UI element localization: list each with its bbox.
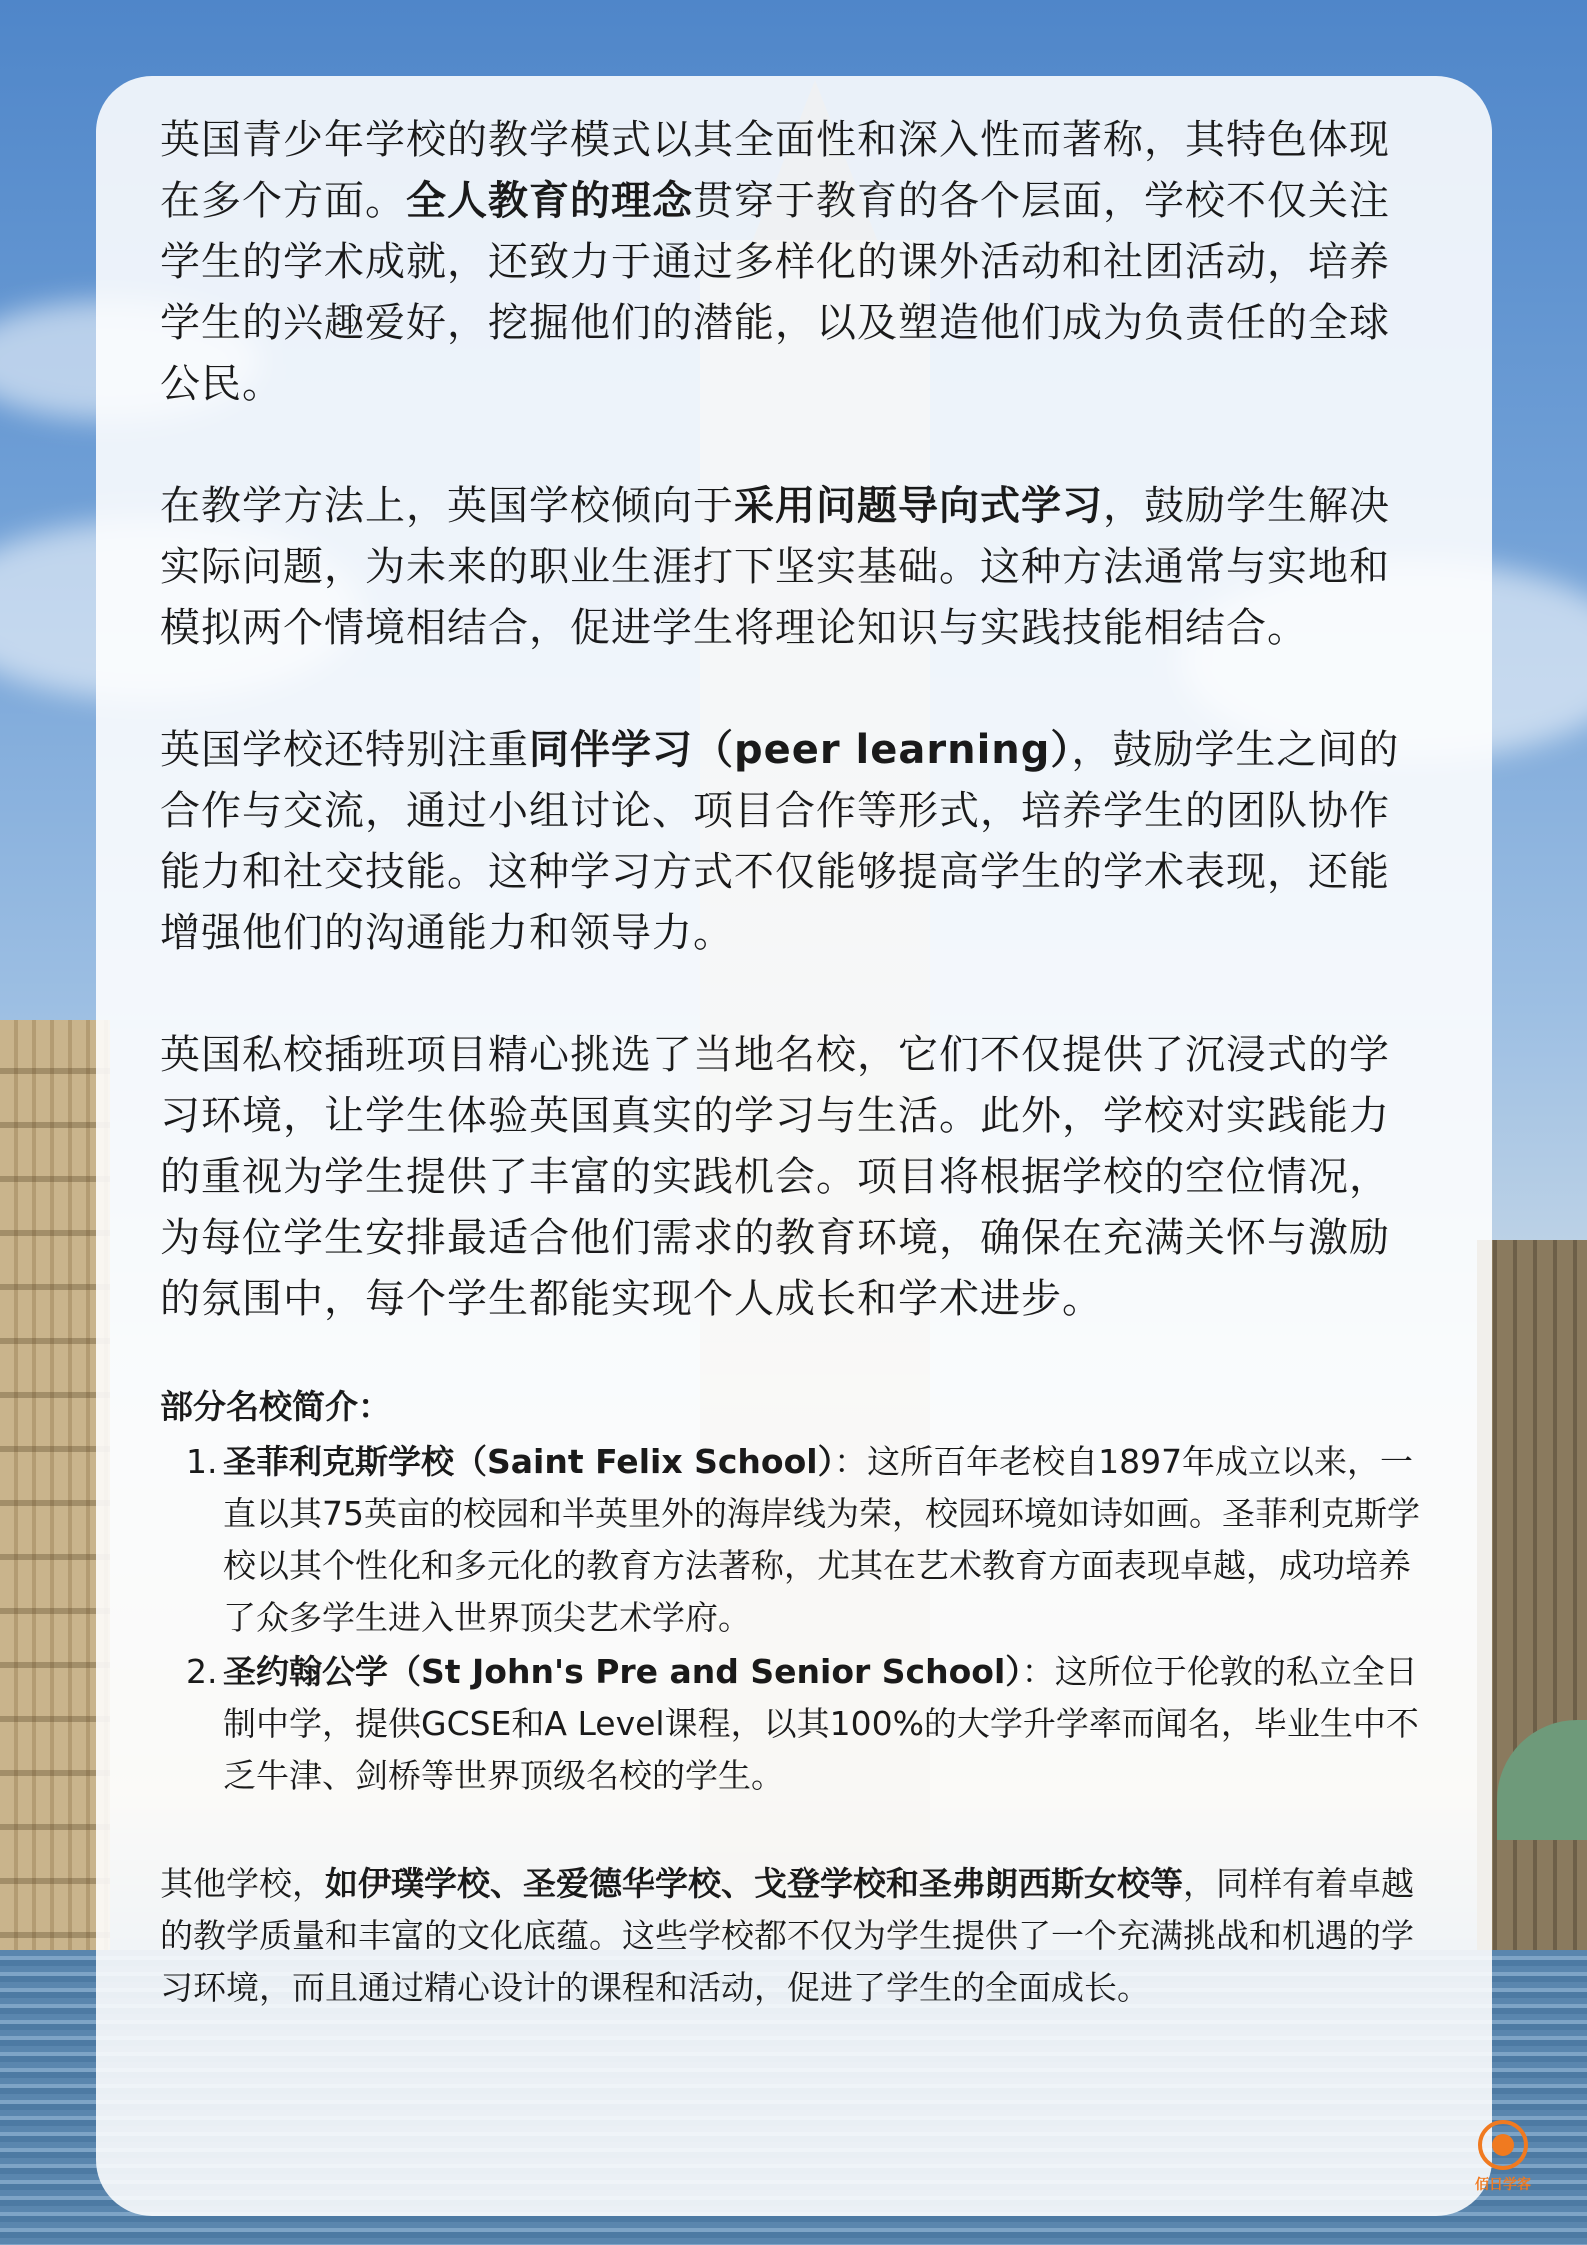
- list-item: [160, 1646, 1430, 1802]
- paragraph-text: 英国学校还特别注重: [160, 727, 529, 773]
- article-body: [160, 110, 1430, 2047]
- brand-logo: [1470, 2120, 1536, 2210]
- closing-paragraph: [160, 1858, 1430, 2014]
- list-number: 1.: [186, 1442, 218, 1481]
- paragraph-text: ，鼓励学生解决实际问题，为未来的职业生涯打下坚实基础。这种方法通常与实地和模拟两个情境相结合，促进学生将理论知识与实践技能相结合。: [160, 483, 1390, 651]
- bold-phrase: 如伊璞学校、圣爱德华学校、戈登学校和圣弗朗西斯女校等: [325, 1864, 1183, 1903]
- paragraph-text: ，鼓励学生之间的合作与交流，通过小组讨论、项目合作等形式，培养学生的团队协作能力和社交技能。这种学习方式不仅能够提高学生的学术表现，还能增强他们的沟通能力和领导力。: [160, 727, 1400, 956]
- paragraph-program-intro: [160, 1025, 1430, 1330]
- bold-phrase: 全人教育的理念: [406, 178, 693, 224]
- paragraph-peer-learning: [160, 720, 1430, 964]
- bold-phrase: 同伴学习（peer learning）: [529, 727, 1072, 773]
- school-name: 圣约翰公学（St John's Pre and Senior School）: [223, 1652, 1022, 1691]
- schools-section-title: 部分名校简介：: [160, 1387, 391, 1426]
- school-list: [160, 1436, 1430, 1802]
- bold-phrase: 采用问题导向式学习: [734, 483, 1103, 529]
- paragraph-holistic-education: [160, 110, 1430, 415]
- globe-icon: [1478, 2120, 1528, 2170]
- school-description: ：这所位于伦敦的私立全日制中学，提供GCSE和A Level课程，以其100%的大学升学率而闻名，毕业生中不乏牛津、剑桥等世界顶级名校的学生。: [223, 1652, 1419, 1795]
- palace-facade: [0, 1020, 110, 1970]
- paragraph-text: 其他学校，: [160, 1864, 325, 1903]
- paragraph-text: ，同样有着卓越的教学质量和丰富的文化底蕴。这些学校都不仅为学生提供了一个充满挑战和机遇的学习环境，而且通过精心设计的课程和活动，促进了学生的全面成长。: [160, 1864, 1414, 2007]
- list-item: [160, 1436, 1430, 1644]
- brand-name: 佰日学客: [1475, 2177, 1531, 2193]
- school-name: 圣菲利克斯学校（Saint Felix School）: [223, 1442, 835, 1481]
- paragraph-text: 贯穿于教育的各个层面，学校不仅关注学生的学术成就，还致力于通过多样化的课外活动和社团活动，培养学生的兴趣爱好，挖掘他们的潜能，以及塑造他们成为负责任的全球公民。: [160, 178, 1390, 407]
- paragraph-problem-based-learning: [160, 476, 1430, 659]
- paragraph-text: 在教学方法上，英国学校倾向于: [160, 483, 734, 529]
- school-description: ：这所百年老校自1897年成立以来，一直以其75英亩的校园和半英里外的海岸线为荣，校园环境如诗如画。圣菲利克斯学校以其个性化和多元化的教育方法著称，尤其在艺术教育方面表现卓越，成功培养了众多学生进入世界顶尖艺术学府。: [223, 1442, 1420, 1637]
- right-building: [1477, 1240, 1587, 1960]
- paragraph-text: 英国青少年学校的教学模式以其全面性和深入性而著称，其特色体现在多个方面。: [160, 117, 1390, 224]
- paragraph-text: 英国私校插班项目精心挑选了当地名校，它们不仅提供了沉浸式的学习环境，让学生体验英国真实的学习与生活。此外，学校对实践能力的重视为学生提供了丰富的实践机会。项目将根据学校的空位情况，为每位学生安排最适合他们需求的教育环境，确保在充满关怀与激励的氛围中，每个学生都能实现个人成长和学术进步。: [160, 1032, 1390, 1322]
- list-number: 2.: [186, 1652, 218, 1691]
